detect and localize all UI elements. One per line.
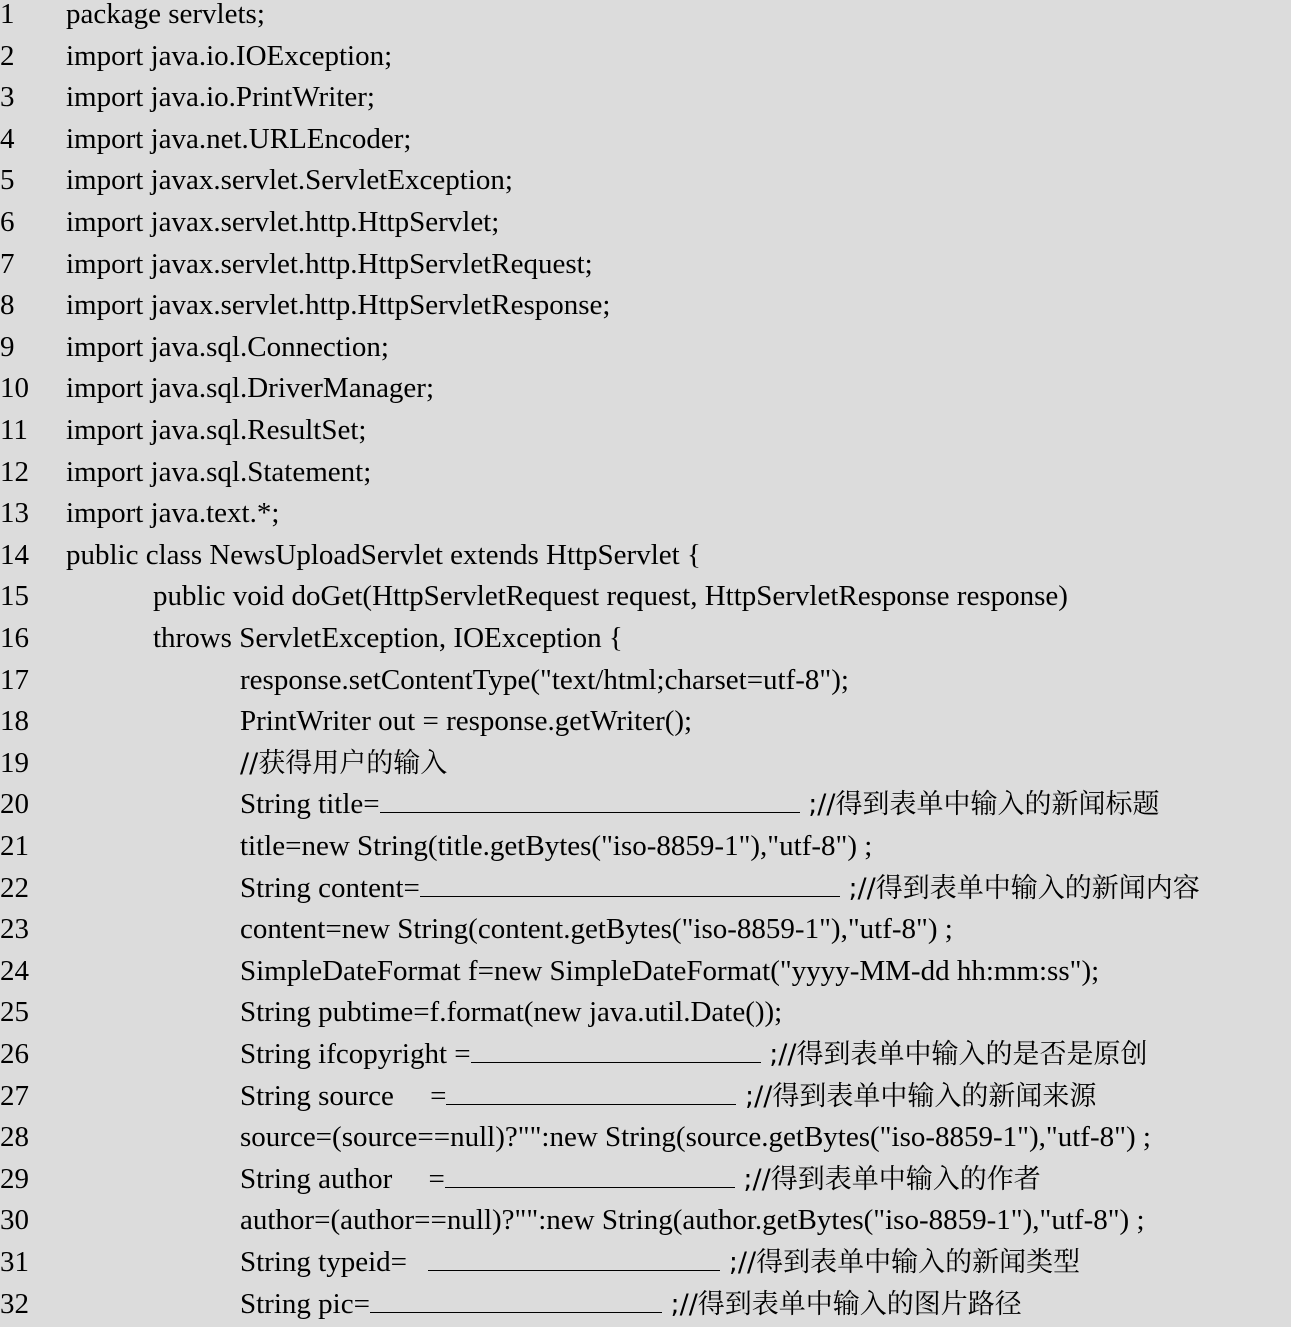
code-text bbox=[66, 246, 593, 282]
code-line bbox=[0, 537, 1291, 579]
line-number: 3 bbox=[0, 81, 15, 114]
line-number: 18 bbox=[0, 705, 29, 738]
code-line bbox=[0, 38, 1291, 80]
code-text bbox=[153, 578, 1068, 614]
line-number: 21 bbox=[0, 830, 29, 862]
line-number: 11 bbox=[0, 414, 28, 446]
code-line bbox=[0, 994, 1291, 1036]
code-line bbox=[0, 786, 1291, 828]
code-text bbox=[240, 703, 692, 739]
code-statement: import java.net.URLEncoder; bbox=[66, 122, 412, 155]
fill-in-blank[interactable] bbox=[446, 1080, 736, 1105]
code-text bbox=[240, 1078, 1096, 1115]
line-number: 15 bbox=[0, 580, 29, 613]
code-text bbox=[240, 1244, 1080, 1281]
code-comment: ;//得到表单中输入的新闻来源 bbox=[736, 1080, 1097, 1112]
code-text bbox=[240, 953, 1099, 989]
code-line bbox=[0, 703, 1291, 745]
line-number: 6 bbox=[0, 206, 15, 238]
code-statement: String pic= bbox=[240, 1287, 370, 1320]
code-line bbox=[0, 1119, 1291, 1161]
code-line bbox=[0, 828, 1291, 870]
code-comment: ;//得到表单中输入的新闻标题 bbox=[799, 789, 1160, 821]
code-statement: String author = bbox=[240, 1162, 445, 1195]
code-line bbox=[0, 1202, 1291, 1244]
line-number: 14 bbox=[0, 538, 29, 571]
code-line bbox=[0, 1036, 1291, 1078]
code-text bbox=[240, 870, 1200, 907]
code-line bbox=[0, 620, 1291, 662]
code-text bbox=[66, 162, 513, 198]
code-statement: throws ServletException, IOException { bbox=[153, 622, 623, 654]
code-statement: content=new String(content.getBytes("iso-8859-1"),"utf-8") ; bbox=[240, 913, 953, 946]
code-statement: import java.sql.DriverManager; bbox=[66, 372, 435, 405]
code-statement: author=(author==null)?"":new String(author.getBytes("iso-8859-1"),"utf-8") ; bbox=[240, 1204, 1145, 1237]
code-text bbox=[66, 121, 411, 157]
line-number: 20 bbox=[0, 788, 29, 821]
code-line bbox=[0, 454, 1291, 496]
code-statement: //获得用户的输入 bbox=[240, 747, 448, 779]
code-line bbox=[0, 745, 1291, 787]
line-number: 5 bbox=[0, 164, 15, 197]
code-text bbox=[240, 662, 849, 698]
code-line bbox=[0, 246, 1291, 288]
line-number: 7 bbox=[0, 247, 15, 280]
code-line bbox=[0, 370, 1291, 412]
code-statement: String title= bbox=[240, 788, 380, 821]
line-number: 4 bbox=[0, 122, 15, 155]
code-line bbox=[0, 0, 1291, 38]
fill-in-blank[interactable] bbox=[471, 1038, 761, 1063]
code-statement: import javax.servlet.http.HttpServletResponse; bbox=[66, 289, 611, 322]
code-statement: import java.io.IOException; bbox=[66, 39, 393, 72]
fill-in-blank[interactable] bbox=[445, 1163, 735, 1188]
code-text bbox=[66, 329, 389, 365]
code-line bbox=[0, 412, 1291, 454]
code-comment: ;//得到表单中输入的新闻内容 bbox=[839, 872, 1200, 904]
code-statement: import java.sql.Connection; bbox=[66, 330, 389, 363]
line-number: 8 bbox=[0, 289, 15, 322]
code-text bbox=[240, 1161, 1041, 1198]
code-statement: title=new String(title.getBytes("iso-8859-1"),"utf-8") ; bbox=[240, 830, 873, 862]
fill-in-blank[interactable] bbox=[370, 1288, 662, 1313]
code-line bbox=[0, 953, 1291, 995]
fill-in-blank[interactable] bbox=[428, 1246, 720, 1271]
code-text bbox=[66, 454, 371, 490]
code-text bbox=[66, 204, 499, 240]
line-number: 2 bbox=[0, 39, 15, 72]
code-comment: ;//得到表单中输入的是否是原创 bbox=[760, 1039, 1148, 1070]
line-number: 9 bbox=[0, 330, 15, 363]
code-statement: String ifcopyright = bbox=[240, 1038, 471, 1070]
line-number: 32 bbox=[0, 1287, 29, 1320]
code-statement: import javax.servlet.ServletException; bbox=[66, 164, 513, 197]
code-line bbox=[0, 1286, 1291, 1327]
code-statement: import java.sql.ResultSet; bbox=[66, 414, 367, 446]
code-statement: public void doGet(HttpServletRequest request, HttpServletResponse response) bbox=[153, 580, 1068, 613]
line-number: 10 bbox=[0, 372, 29, 405]
code-statement: SimpleDateFormat f=new SimpleDateFormat("yyyy-MM-dd hh:mm:ss"); bbox=[240, 954, 1100, 987]
code-text bbox=[240, 786, 1159, 823]
code-statement: package servlets; bbox=[66, 0, 265, 30]
code-comment: ;//得到表单中输入的图片路径 bbox=[661, 1288, 1022, 1320]
line-number: 30 bbox=[0, 1204, 29, 1237]
line-number: 13 bbox=[0, 497, 29, 530]
code-statement: String content= bbox=[240, 871, 420, 904]
code-statement: import javax.servlet.http.HttpServletRequest; bbox=[66, 247, 593, 280]
code-statement: public class NewsUploadServlet extends HttpServlet { bbox=[66, 538, 701, 571]
fill-in-blank[interactable] bbox=[420, 872, 840, 897]
code-comment: ;//得到表单中输入的作者 bbox=[734, 1163, 1041, 1195]
code-statement: String pubtime=f.format(new java.util.Date()); bbox=[240, 996, 783, 1029]
line-number: 16 bbox=[0, 622, 29, 654]
line-number: 26 bbox=[0, 1038, 29, 1070]
code-line bbox=[0, 1078, 1291, 1120]
code-statement: import javax.servlet.http.HttpServlet; bbox=[66, 206, 500, 238]
code-text bbox=[240, 1202, 1145, 1238]
code-statement: import java.sql.Statement; bbox=[66, 455, 372, 488]
code-comment: ;//得到表单中输入的新闻类型 bbox=[720, 1247, 1081, 1278]
code-line bbox=[0, 578, 1291, 620]
line-number: 25 bbox=[0, 996, 29, 1029]
code-text bbox=[66, 412, 366, 448]
code-line bbox=[0, 870, 1291, 912]
code-statement: import java.io.PrintWriter; bbox=[66, 81, 375, 114]
code-text bbox=[66, 0, 265, 32]
code-text bbox=[240, 1286, 1022, 1323]
code-statement: String source = bbox=[240, 1079, 447, 1112]
line-number: 28 bbox=[0, 1121, 29, 1154]
code-line bbox=[0, 79, 1291, 121]
code-statement: source=(source==null)?"":new String(source.getBytes("iso-8859-1"),"utf-8") ; bbox=[240, 1121, 1151, 1154]
code-statement: import java.text.*; bbox=[66, 497, 280, 530]
line-number: 23 bbox=[0, 913, 29, 946]
code-line bbox=[0, 121, 1291, 163]
code-statement: response.setContentType("text/html;charset=utf-8"); bbox=[240, 663, 849, 696]
line-number: 29 bbox=[0, 1162, 29, 1195]
code-text bbox=[240, 994, 782, 1030]
code-statement: String typeid= bbox=[240, 1246, 415, 1278]
line-number: 17 bbox=[0, 663, 29, 696]
code-text bbox=[66, 370, 434, 406]
code-text bbox=[240, 745, 447, 782]
code-line bbox=[0, 662, 1291, 704]
line-number: 12 bbox=[0, 455, 29, 488]
line-number: 31 bbox=[0, 1246, 29, 1278]
code-line bbox=[0, 287, 1291, 329]
line-number: 27 bbox=[0, 1079, 29, 1112]
code-statement: PrintWriter out = response.getWriter(); bbox=[240, 705, 693, 738]
line-number: 24 bbox=[0, 954, 29, 987]
code-text bbox=[240, 1036, 1148, 1073]
code-text bbox=[66, 79, 375, 115]
code-text bbox=[66, 537, 701, 573]
code-text bbox=[66, 495, 279, 531]
code-line bbox=[0, 204, 1291, 246]
code-line bbox=[0, 162, 1291, 204]
line-number: 1 bbox=[0, 0, 15, 30]
code-text bbox=[153, 620, 623, 656]
line-number: 19 bbox=[0, 746, 29, 779]
code-line bbox=[0, 1161, 1291, 1203]
fill-in-blank[interactable] bbox=[380, 788, 800, 813]
code-text bbox=[66, 287, 610, 323]
code-line bbox=[0, 911, 1291, 953]
code-text bbox=[66, 38, 392, 74]
code-text bbox=[240, 1119, 1151, 1155]
code-text bbox=[240, 911, 953, 947]
code-line bbox=[0, 329, 1291, 371]
code-line bbox=[0, 495, 1291, 537]
code-line bbox=[0, 1244, 1291, 1286]
code-text bbox=[240, 828, 872, 864]
line-number: 22 bbox=[0, 871, 29, 904]
